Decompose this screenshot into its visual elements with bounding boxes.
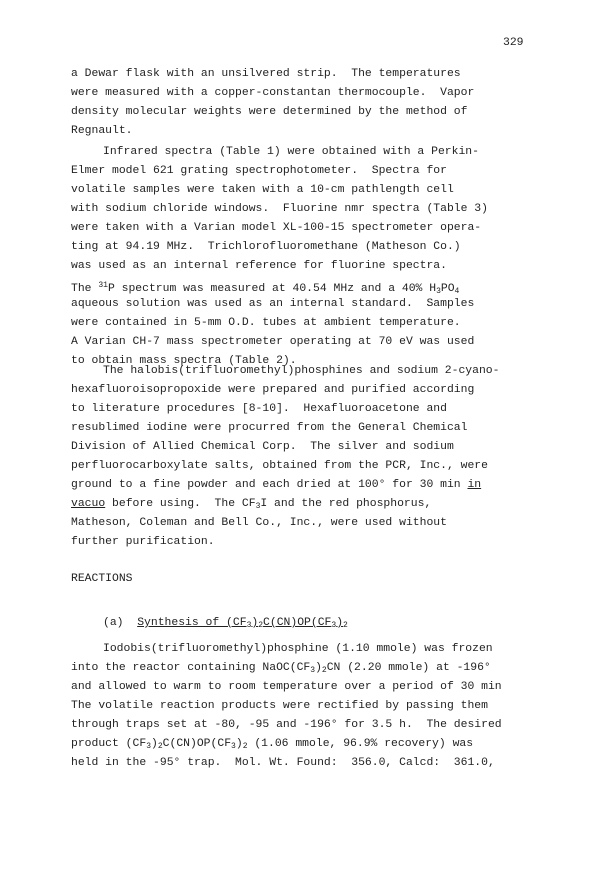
text-run: C(CN)OP(CF: [162, 738, 232, 750]
subscript: 2: [321, 666, 327, 675]
text-run: (1.06 mmole, 96.9% recovery) was: [247, 738, 474, 750]
text-run: ): [235, 738, 243, 750]
text-run: ): [315, 662, 322, 674]
subscript: 2: [157, 742, 163, 751]
text-run: C(CN)OP(CF: [263, 617, 332, 629]
subsection-label: (a): [103, 617, 124, 629]
text-run: ): [251, 617, 259, 629]
paragraph-apparatus: [71, 65, 541, 141]
paragraph-synthesis: [71, 640, 541, 773]
subscript: 3: [246, 621, 252, 630]
subsection-title: [137, 617, 348, 629]
text-run: CN (2.20 mmole) at -196°: [326, 662, 491, 674]
text-line: to literature procedures [8-10]. Hexafluoroacetone and: [71, 403, 447, 415]
text-line: perfluorocarboxylate salts, obtained from the PCR, Inc., were: [71, 460, 488, 472]
text-line: Matheson, Coleman and Bell Co., Inc., were used without: [71, 517, 447, 529]
text-line: were measured with a copper-constantan thermocouple. Vapor: [71, 87, 475, 99]
page-number: 329: [503, 37, 524, 49]
text-line: Division of Allied Chemical Corp. The silver and sodium: [71, 441, 454, 453]
text-line: Elmer model 621 grating spectrophotometer. Spectra for: [71, 165, 447, 177]
text-line: The halobis(trifluoromethyl)phosphines and sodium 2-cyano-: [103, 365, 500, 377]
text-line: resublimed iodine were procurred from the General Chemical: [71, 422, 468, 434]
underlined-text: vacuo: [71, 498, 106, 510]
subscript: 2: [258, 621, 264, 630]
paragraph-materials: [71, 362, 541, 552]
paragraph-spectra: [71, 143, 541, 371]
text-line: [71, 476, 541, 495]
text-run: ): [151, 738, 158, 750]
text-line: volatile samples were taken with a 10-cm pathlength cell: [71, 184, 454, 196]
text-line: [71, 276, 541, 295]
heading-text: REACTIONS: [71, 573, 133, 585]
subscript: 3: [231, 742, 236, 751]
text-line: [71, 659, 541, 678]
text-line: further purification.: [71, 536, 215, 548]
text-run: The: [71, 283, 99, 295]
text-run: PO: [440, 283, 455, 295]
text-line: A Varian CH-7 mass spectrometer operating at 70 eV was used: [71, 336, 475, 348]
text-line: were contained in 5-mm O.D. tubes at ambient temperature.: [71, 317, 461, 329]
text-run: ): [336, 617, 344, 629]
text-line: with sodium chloride windows. Fluorine nmr spectra (Table 3): [71, 203, 488, 215]
text-line: [71, 614, 541, 633]
text-run: P spectrum was measured at 40.54 MHz and a 40% H: [107, 283, 437, 295]
text-line: aqueous solution was used as an internal standard. Samples: [71, 298, 475, 310]
subscript: 3: [255, 502, 261, 511]
text-line: Iodobis(trifluoromethyl)phosphine (1.10 mmole) was frozen: [103, 643, 493, 655]
text-run: Synthesis of (CF: [137, 617, 247, 629]
subscript: 3: [436, 287, 441, 296]
text-line: held in the -95° trap. Mol. Wt. Found: 356.0, Calcd: 361.0,: [71, 757, 495, 769]
text-line: through traps set at -80, -95 and -196° for 3.5 h. The desired: [71, 719, 502, 731]
section-heading: [71, 570, 541, 589]
subscript: 2: [242, 742, 248, 751]
text-line: Infrared spectra (Table 1) were obtained with a Perkin-: [103, 146, 479, 158]
text-run: into the reactor containing NaOC(CF: [71, 662, 311, 674]
underlined-text: in: [467, 479, 482, 491]
text-line: to obtain mass spectra (Table 2).: [71, 355, 297, 367]
text-line: were taken with a Varian model XL-100-15 spectrometer opera-: [71, 222, 482, 234]
text-line: Regnault.: [71, 125, 133, 137]
text-line: The volatile reaction products were rectified by passing them: [71, 700, 488, 712]
text-run: before using. The CF: [105, 498, 256, 510]
text-line: a Dewar flask with an unsilvered strip. The temperatures: [71, 68, 461, 80]
text-run: product (CF: [71, 738, 147, 750]
text-line: hexafluoroisopropoxide were prepared and purified according: [71, 384, 475, 396]
text-line: [71, 495, 541, 514]
superscript: 31: [98, 281, 108, 290]
text-line: density molecular weights were determined by the method of: [71, 106, 468, 118]
text-run: ground to a fine powder and each dried at 100° for 30 min: [71, 479, 468, 491]
subscript: 3: [310, 666, 316, 675]
subscript: 2: [343, 621, 348, 630]
text-line: ting at 94.19 MHz. Trichlorofluoromethane (Matheson Co.): [71, 241, 461, 253]
text-line: and allowed to warm to room temperature over a period of 30 min: [71, 681, 502, 693]
subscript: 4: [454, 287, 460, 296]
text-line: was used as an internal reference for fluorine spectra.: [71, 260, 447, 272]
subsection-heading: [71, 614, 541, 633]
text-line: [71, 735, 541, 754]
text-run: I and the red phosphorus,: [260, 498, 432, 510]
subscript: 3: [146, 742, 152, 751]
subscript: 3: [331, 621, 337, 630]
